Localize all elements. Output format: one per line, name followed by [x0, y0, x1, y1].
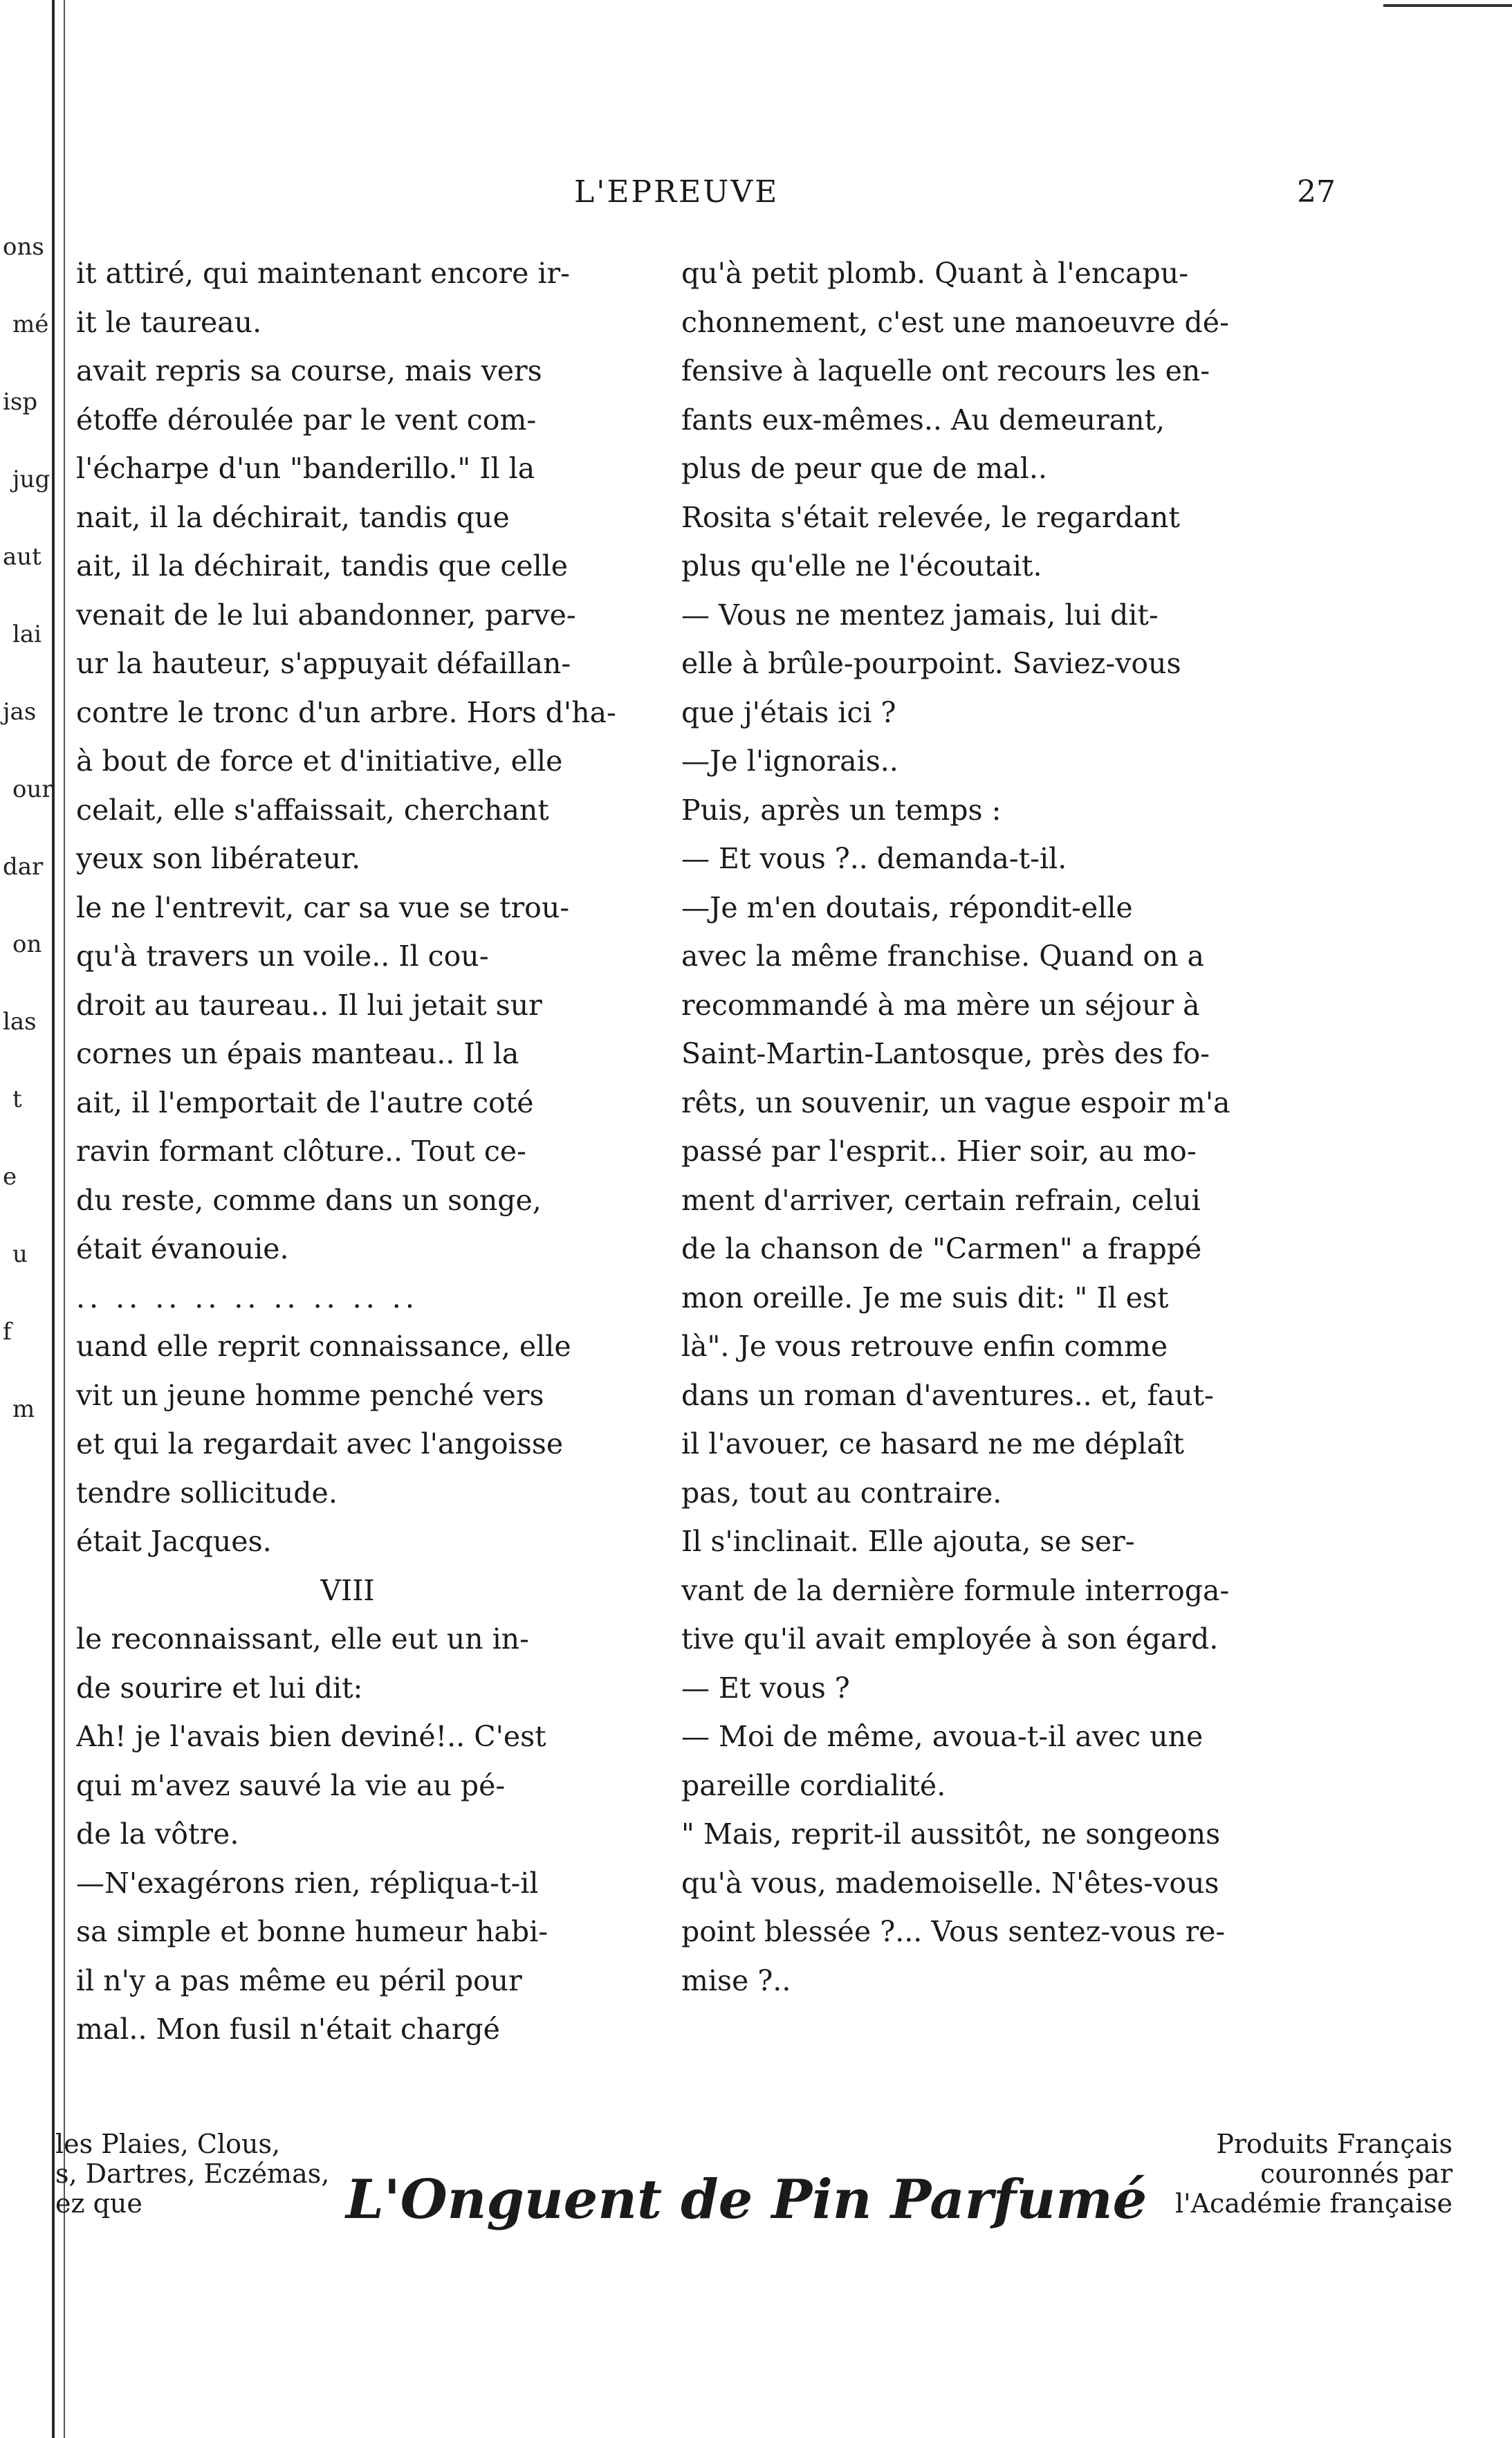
- top-rule: [1383, 4, 1512, 7]
- margin-fragment: isp: [3, 388, 38, 416]
- margin-fragment: ons: [3, 233, 44, 261]
- text-line: — Et vous ?: [681, 1671, 850, 1705]
- text-line: nait, il la déchirait, tandis que: [76, 500, 510, 534]
- ad-left-line: ez que: [55, 2188, 142, 2219]
- text-line: fants eux-mêmes.. Au demeurant,: [681, 403, 1165, 437]
- text-line: que j'étais ici ?: [681, 695, 896, 729]
- text-line: pas, tout au contraire.: [681, 1476, 1002, 1510]
- text-line: it attiré, qui maintenant encore ir-: [76, 257, 570, 290]
- text-line: contre le tronc d'un arbre. Hors d'ha-: [76, 695, 616, 729]
- text-line: ait, il la déchirait, tandis que celle: [76, 549, 569, 583]
- text-line: recommandé à ma mère un séjour à: [681, 988, 1200, 1022]
- text-line: et qui la regardait avec l'angoisse: [76, 1427, 564, 1460]
- text-line: mal.. Mon fusil n'était chargé: [76, 2013, 500, 2046]
- text-line: étoffe déroulée par le vent com-: [76, 403, 537, 437]
- text-line: venait de le lui abandonner, parve-: [76, 598, 576, 632]
- text-line: était Jacques.: [76, 1525, 272, 1558]
- margin-fragment: e: [3, 1163, 17, 1191]
- text-line: l'écharpe d'un "banderillo." Il la: [76, 452, 535, 485]
- margin-fragment: jug: [12, 466, 50, 493]
- text-line: le ne l'entrevit, car sa vue se trou-: [76, 890, 570, 924]
- text-line: chonnement, c'est une manoeuvre dé-: [681, 305, 1229, 339]
- text-line: du reste, comme dans un songe,: [76, 1183, 542, 1217]
- text-line: était évanouie.: [76, 1232, 289, 1265]
- text-line: il l'avouer, ce hasard ne me déplaît: [681, 1427, 1185, 1460]
- left-column: [76, 249, 647, 2054]
- text-line: qu'à petit plomb. Quant à l'encapu-: [681, 257, 1189, 290]
- text-line: ait, il l'emportait de l'autre coté: [76, 1085, 534, 1119]
- margin-fragment: our: [12, 776, 53, 803]
- margin-fragment: u: [12, 1240, 28, 1268]
- text-line: — Et vous ?.. demanda-t-il.: [681, 842, 1067, 875]
- text-line: Il s'inclinait. Elle ajouta, se ser-: [681, 1525, 1135, 1558]
- previous-page-fragments: [0, 235, 69, 1481]
- text-line: avec la même franchise. Quand on a: [681, 940, 1204, 973]
- margin-fragment: aut: [3, 543, 42, 571]
- text-line: ravin formant clôture.. Tout ce-: [76, 1135, 526, 1168]
- text-line: Saint-Martin-Lantosque, près des fo-: [681, 1037, 1210, 1070]
- text-line: à bout de force et d'initiative, elle: [76, 744, 563, 778]
- text-line: ur la hauteur, s'appuyait défaillan-: [76, 647, 571, 680]
- text-line: yeux son libérateur.: [76, 842, 361, 875]
- text-line: de la chanson de "Carmen" a frappé: [681, 1232, 1202, 1265]
- text-line: qui m'avez sauvé la vie au pé-: [76, 1768, 506, 1802]
- running-title: L'EPREUVE: [574, 174, 780, 210]
- text-line: qu'à travers un voile.. Il cou-: [76, 940, 489, 973]
- ad-left-line: s, Dartres, Eczémas,: [55, 2159, 330, 2189]
- text-line: là". Je vous retrouve enfin comme: [681, 1330, 1168, 1363]
- text-line: vant de la dernière formule interroga-: [681, 1573, 1230, 1607]
- text-line: avait repris sa course, mais vers: [76, 354, 542, 387]
- text-line: — Moi de même, avoua-t-il avec une: [681, 1720, 1204, 1753]
- text-line: fensive à laquelle ont recours les en-: [681, 354, 1210, 387]
- text-line: droit au taureau.. Il lui jetait sur: [76, 988, 542, 1022]
- ad-right-line: Produits Français: [1216, 2129, 1453, 2159]
- text-line: uand elle reprit connaissance, elle: [76, 1330, 571, 1363]
- text-line: cornes un épais manteau.. Il la: [76, 1037, 519, 1070]
- text-line: il n'y a pas même eu péril pour: [76, 1963, 522, 1997]
- ad-left-text: [55, 2129, 329, 2219]
- text-line: pareille cordialité.: [681, 1768, 946, 1802]
- ad-right-line: l'Académie française: [1175, 2188, 1453, 2219]
- right-column: [681, 249, 1335, 2005]
- text-line: mise ?..: [681, 1963, 791, 1997]
- margin-fragment: f: [3, 1318, 12, 1346]
- text-line: —N'exagérons rien, répliqua-t-il: [76, 1866, 539, 1900]
- ad-brand: L'Onguent de Pin Parfumé: [346, 2168, 1147, 2231]
- advertisement: [55, 2129, 1473, 2240]
- text-line: point blessée ?... Vous sentez-vous re-: [681, 1915, 1226, 1948]
- text-line: —Je m'en doutais, répondit-elle: [681, 890, 1133, 924]
- ad-right-text: [1175, 2129, 1453, 2219]
- text-line: ment d'arriver, certain refrain, celui: [681, 1183, 1201, 1217]
- text-line: " Mais, reprit-il aussitôt, ne songeons: [681, 1817, 1221, 1851]
- margin-fragment: lai: [12, 621, 42, 648]
- text-line: tive qu'il avait employée à son égard.: [681, 1622, 1219, 1656]
- text-line: plus qu'elle ne l'écoutait.: [681, 549, 1042, 583]
- section-heading: VIII: [320, 1573, 375, 1607]
- text-line: it le taureau.: [76, 305, 262, 339]
- text-line: —Je l'ignorais..: [681, 744, 898, 778]
- margin-fragment: on: [12, 931, 42, 958]
- margin-fragment: mé: [12, 311, 49, 338]
- text-line: celait, elle s'affaissait, cherchant: [76, 793, 549, 827]
- margin-fragment: jas: [3, 698, 37, 726]
- text-line: qu'à vous, mademoiselle. N'êtes-vous: [681, 1866, 1219, 1900]
- margin-fragment: m: [12, 1395, 35, 1423]
- text-line: sa simple et bonne humeur habi-: [76, 1915, 548, 1948]
- text-line: tendre sollicitude.: [76, 1476, 338, 1510]
- text-line: le reconnaissant, elle eut un in-: [76, 1622, 529, 1656]
- page-number: 27: [1297, 174, 1336, 210]
- text-line: plus de peur que de mal..: [681, 452, 1047, 485]
- text-line: Rosita s'était relevée, le regardant: [681, 500, 1180, 534]
- margin-fragment: t: [12, 1085, 22, 1113]
- section-break: .. .. .. .. .. .. .. .. ..: [76, 1281, 418, 1314]
- ad-left-line: les Plaies, Clous,: [55, 2129, 281, 2159]
- text-line: de la vôtre.: [76, 1817, 239, 1851]
- margin-fragment: dar: [3, 853, 44, 881]
- text-line: de sourire et lui dit:: [76, 1671, 363, 1705]
- text-line: passé par l'esprit.. Hier soir, au mo-: [681, 1135, 1197, 1168]
- margin-fragment: las: [3, 1008, 37, 1036]
- ad-right-line: couronnés par: [1260, 2159, 1453, 2189]
- text-line: — Vous ne mentez jamais, lui dit-: [681, 598, 1159, 632]
- text-line: dans un roman d'aventures.. et, faut-: [681, 1378, 1214, 1412]
- text-line: Puis, après un temps :: [681, 793, 1002, 827]
- text-line: Ah! je l'avais bien deviné!.. C'est: [76, 1720, 546, 1753]
- text-line: mon oreille. Je me suis dit: " Il est: [681, 1281, 1169, 1314]
- text-line: vit un jeune homme penché vers: [76, 1378, 544, 1412]
- text-line: elle à brûle-pourpoint. Saviez-vous: [681, 647, 1181, 680]
- text-line: rêts, un souvenir, un vague espoir m'a: [681, 1085, 1230, 1119]
